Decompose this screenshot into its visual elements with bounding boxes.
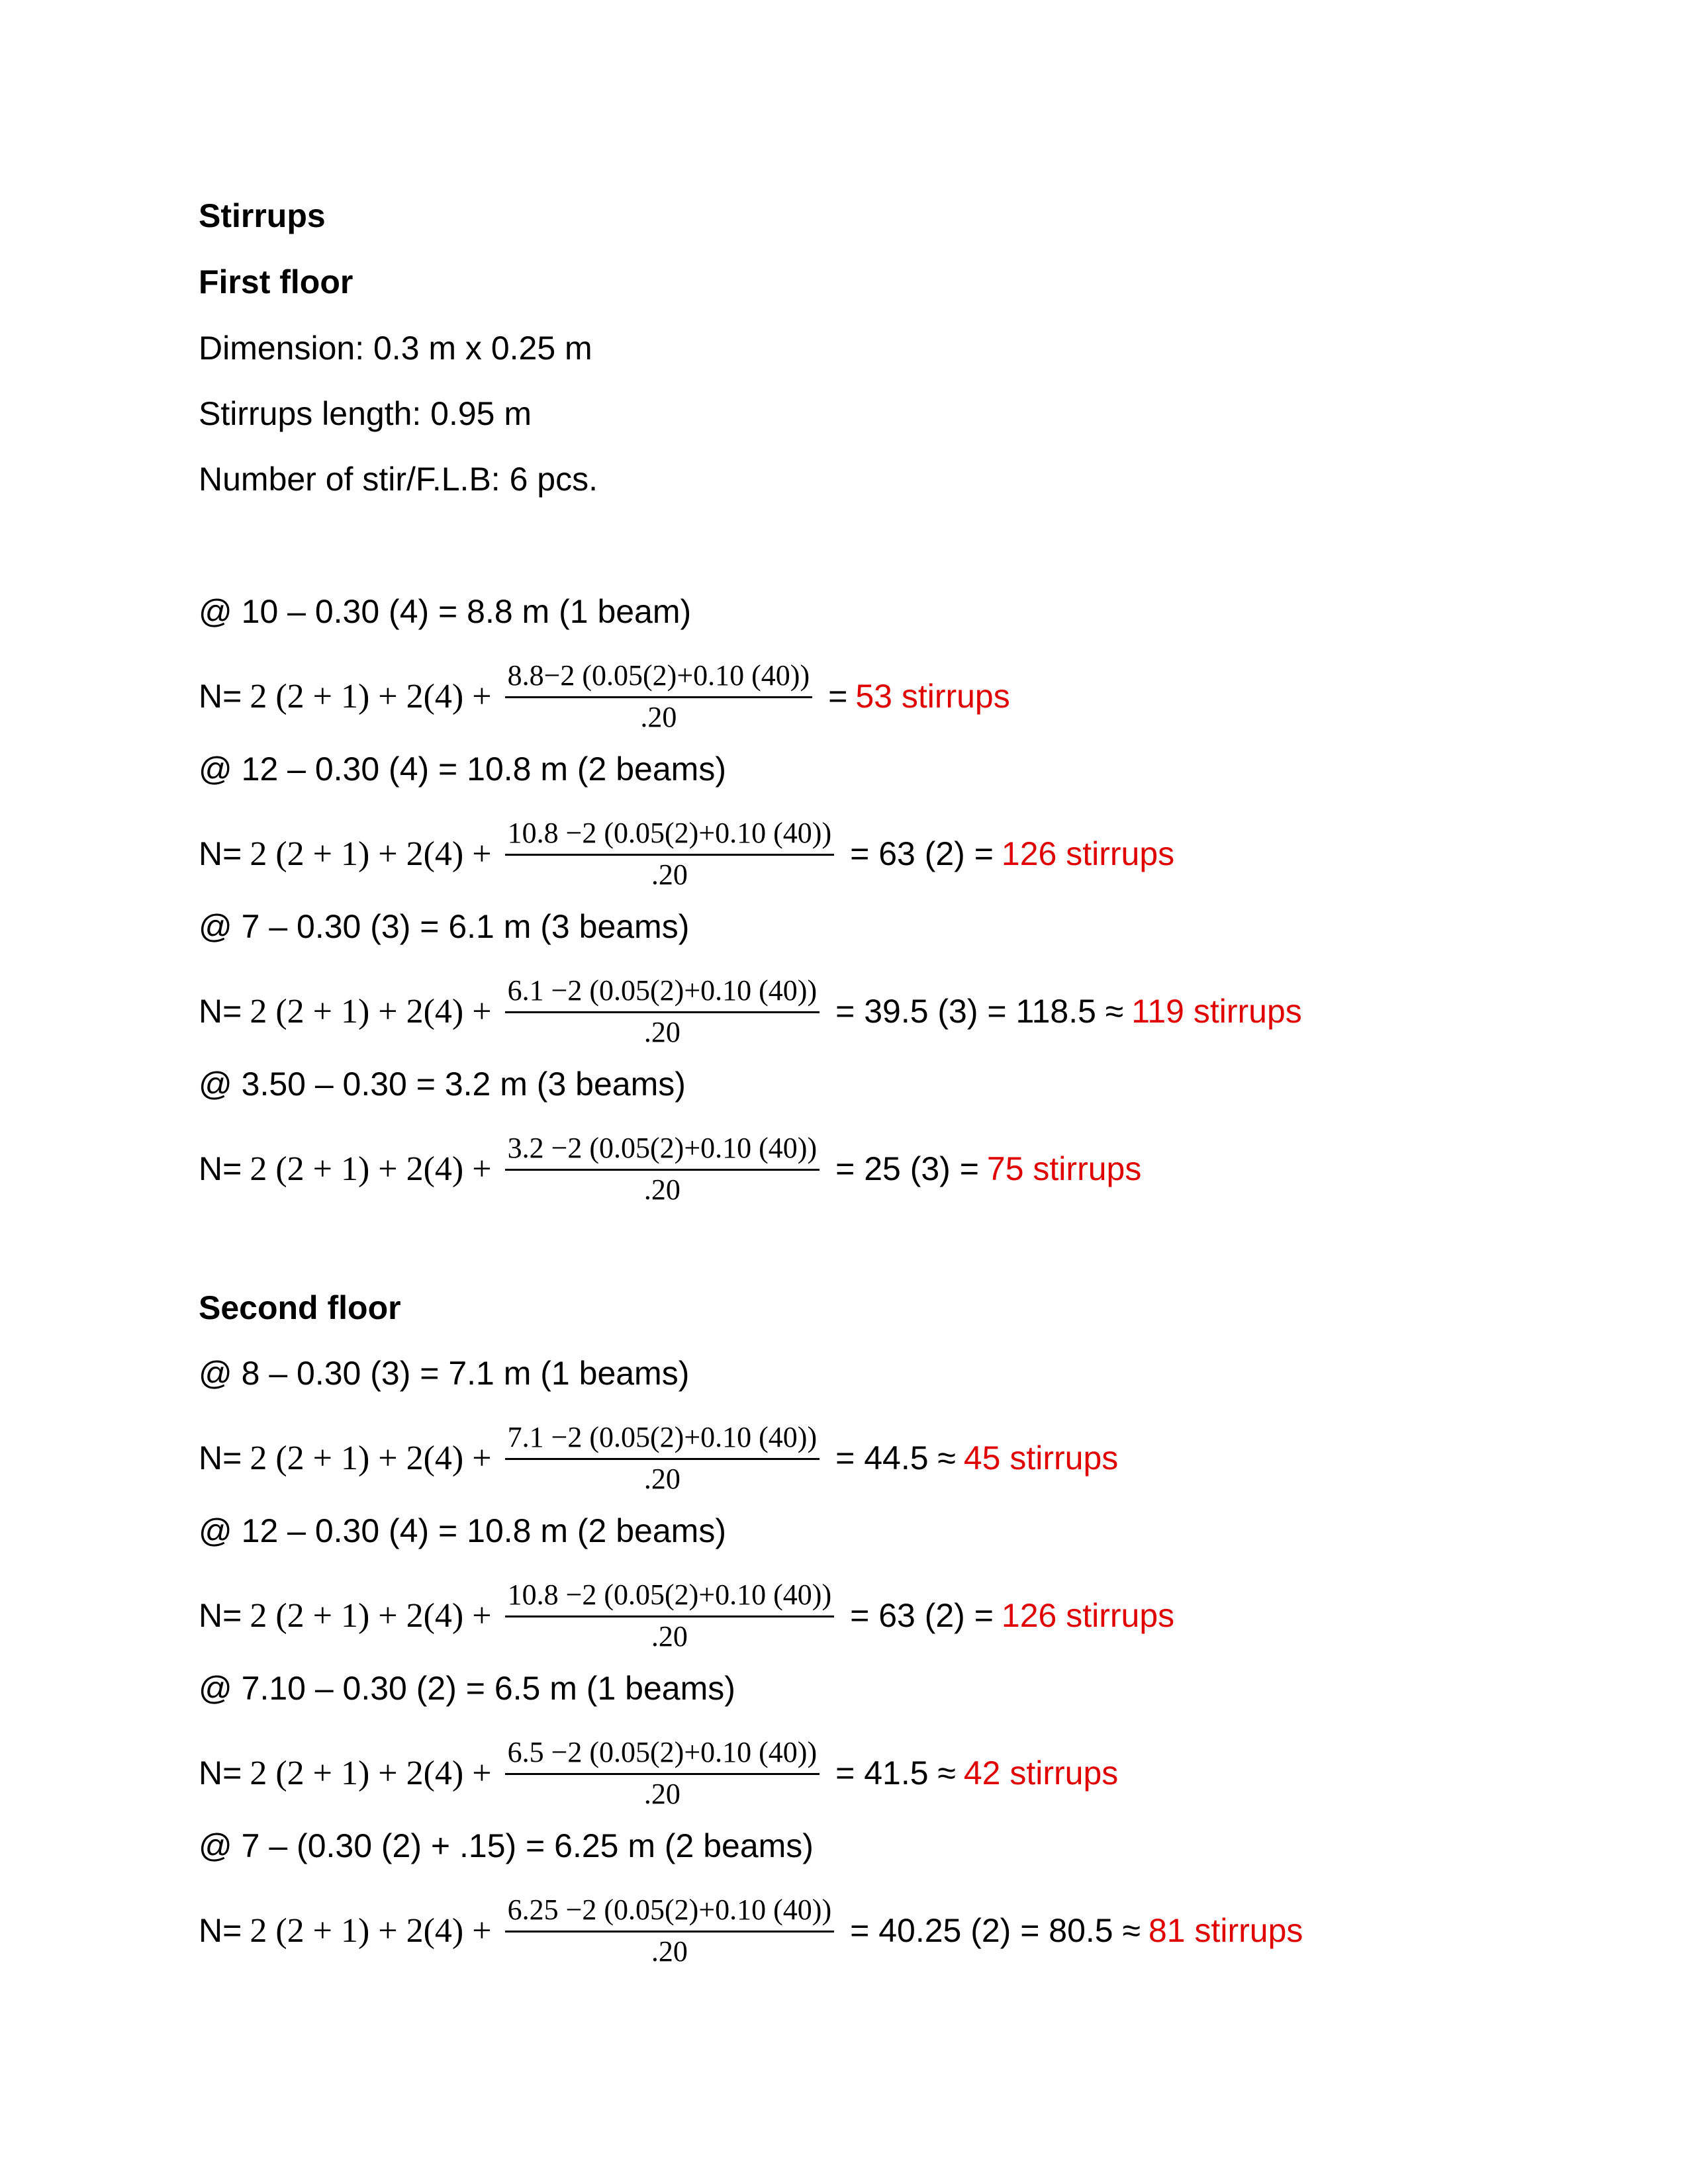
result-stirrups: 42 stirrups — [963, 1754, 1119, 1792]
stirrup-count-equation — [199, 1884, 1303, 1977]
fraction-denominator: .20 — [651, 1619, 688, 1653]
fraction — [505, 1736, 820, 1811]
stirrup-length-text: Stirrups length: 0.95 m — [199, 395, 532, 432]
fraction — [505, 1132, 820, 1206]
spacing-line: @ 8 – 0.30 (3) = 7.1 m (1 beams) — [199, 1355, 690, 1392]
equation-expression: 2 (2 + 1) + 2(4) + — [250, 1911, 492, 1950]
n-label: N= — [199, 1597, 242, 1634]
stirrup-count-equation — [199, 965, 1302, 1058]
result-stirrups: 126 stirrups — [1001, 1597, 1175, 1634]
fraction — [505, 1893, 835, 1968]
result-text: = 39.5 (3) = 118.5 ≈ — [835, 993, 1124, 1030]
equation-expression: 2 (2 + 1) + 2(4) + — [250, 1439, 492, 1477]
fraction-numerator: 10.8 −2 (0.05(2)+0.10 (40)) — [507, 816, 832, 849]
result-stirrups: 81 stirrups — [1148, 1912, 1303, 1949]
n-label: N= — [199, 1150, 242, 1187]
fraction — [505, 1421, 820, 1496]
result-text: = 63 (2) = — [850, 835, 994, 872]
number-per-flb-text: Number of stir/F.L.B: 6 pcs. — [199, 461, 598, 498]
spacing-line: @ 7.10 – 0.30 (2) = 6.5 m (1 beams) — [199, 1670, 735, 1707]
fraction-denominator: .20 — [643, 1173, 680, 1206]
fraction-numerator: 3.2 −2 (0.05(2)+0.10 (40)) — [507, 1131, 818, 1164]
equation-expression: 2 (2 + 1) + 2(4) + — [250, 992, 492, 1030]
n-label: N= — [199, 678, 242, 715]
result-stirrups: 53 stirrups — [855, 678, 1010, 715]
n-label: N= — [199, 835, 242, 872]
stirrup-count-equation — [199, 807, 1174, 900]
fraction — [505, 817, 835, 891]
fraction-numerator: 7.1 −2 (0.05(2)+0.10 (40)) — [507, 1420, 818, 1453]
fraction-denominator: .20 — [643, 1015, 680, 1048]
result-text: = 63 (2) = — [850, 1597, 994, 1634]
result-text: = — [828, 678, 848, 715]
fraction-numerator: 6.5 −2 (0.05(2)+0.10 (40)) — [507, 1735, 818, 1768]
first-floor-heading: First floor — [199, 263, 353, 300]
result-stirrups: 45 stirrups — [963, 1439, 1119, 1477]
result-text: = 41.5 ≈ — [835, 1754, 956, 1792]
equation-expression: 2 (2 + 1) + 2(4) + — [250, 1150, 492, 1188]
fraction-numerator: 6.25 −2 (0.05(2)+0.10 (40)) — [507, 1893, 832, 1926]
fraction — [505, 659, 813, 734]
result-text: = 40.25 (2) = 80.5 ≈ — [850, 1912, 1141, 1949]
n-label: N= — [199, 1912, 242, 1949]
fraction-denominator: .20 — [640, 700, 677, 733]
fraction-numerator: 8.8−2 (0.05(2)+0.10 (40)) — [507, 659, 810, 692]
stirrup-count-equation — [199, 1412, 1118, 1504]
stirrup-count-equation — [199, 1569, 1174, 1662]
result-text: = 44.5 ≈ — [835, 1439, 956, 1477]
stirrup-count-equation — [199, 1727, 1118, 1819]
n-label: N= — [199, 993, 242, 1030]
fraction-denominator: .20 — [643, 1777, 680, 1810]
fraction-numerator: 10.8 −2 (0.05(2)+0.10 (40)) — [507, 1578, 832, 1611]
equation-expression: 2 (2 + 1) + 2(4) + — [250, 677, 492, 715]
page-title: Stirrups — [199, 197, 326, 234]
fraction — [505, 1578, 835, 1653]
spacing-line: @ 12 – 0.30 (4) = 10.8 m (2 beams) — [199, 751, 726, 788]
stirrup-count-equation — [199, 650, 1010, 743]
spacing-line: @ 7 – 0.30 (3) = 6.1 m (3 beams) — [199, 908, 690, 945]
n-label: N= — [199, 1754, 242, 1792]
dimension-text: Dimension: 0.3 m x 0.25 m — [199, 330, 592, 367]
spacing-line: @ 7 – (0.30 (2) + .15) = 6.25 m (2 beams) — [199, 1827, 814, 1864]
fraction-denominator: .20 — [651, 858, 688, 891]
stirrup-count-equation — [199, 1122, 1141, 1215]
result-stirrups: 126 stirrups — [1001, 835, 1175, 872]
fraction-numerator: 6.1 −2 (0.05(2)+0.10 (40)) — [507, 974, 818, 1007]
result-text: = 25 (3) = — [835, 1150, 979, 1187]
equation-expression: 2 (2 + 1) + 2(4) + — [250, 1754, 492, 1792]
fraction-denominator: .20 — [651, 1934, 688, 1968]
equation-expression: 2 (2 + 1) + 2(4) + — [250, 1596, 492, 1635]
spacing-line: @ 12 – 0.30 (4) = 10.8 m (2 beams) — [199, 1512, 726, 1549]
fraction — [505, 974, 820, 1049]
second-floor-heading: Second floor — [199, 1289, 401, 1326]
spacing-line: @ 10 – 0.30 (4) = 8.8 m (1 beam) — [199, 593, 692, 630]
n-label: N= — [199, 1439, 242, 1477]
spacing-line: @ 3.50 – 0.30 = 3.2 m (3 beams) — [199, 1066, 686, 1103]
result-stirrups: 119 stirrups — [1131, 993, 1302, 1030]
fraction-denominator: .20 — [643, 1462, 680, 1495]
result-stirrups: 75 stirrups — [986, 1150, 1142, 1187]
equation-expression: 2 (2 + 1) + 2(4) + — [250, 835, 492, 873]
